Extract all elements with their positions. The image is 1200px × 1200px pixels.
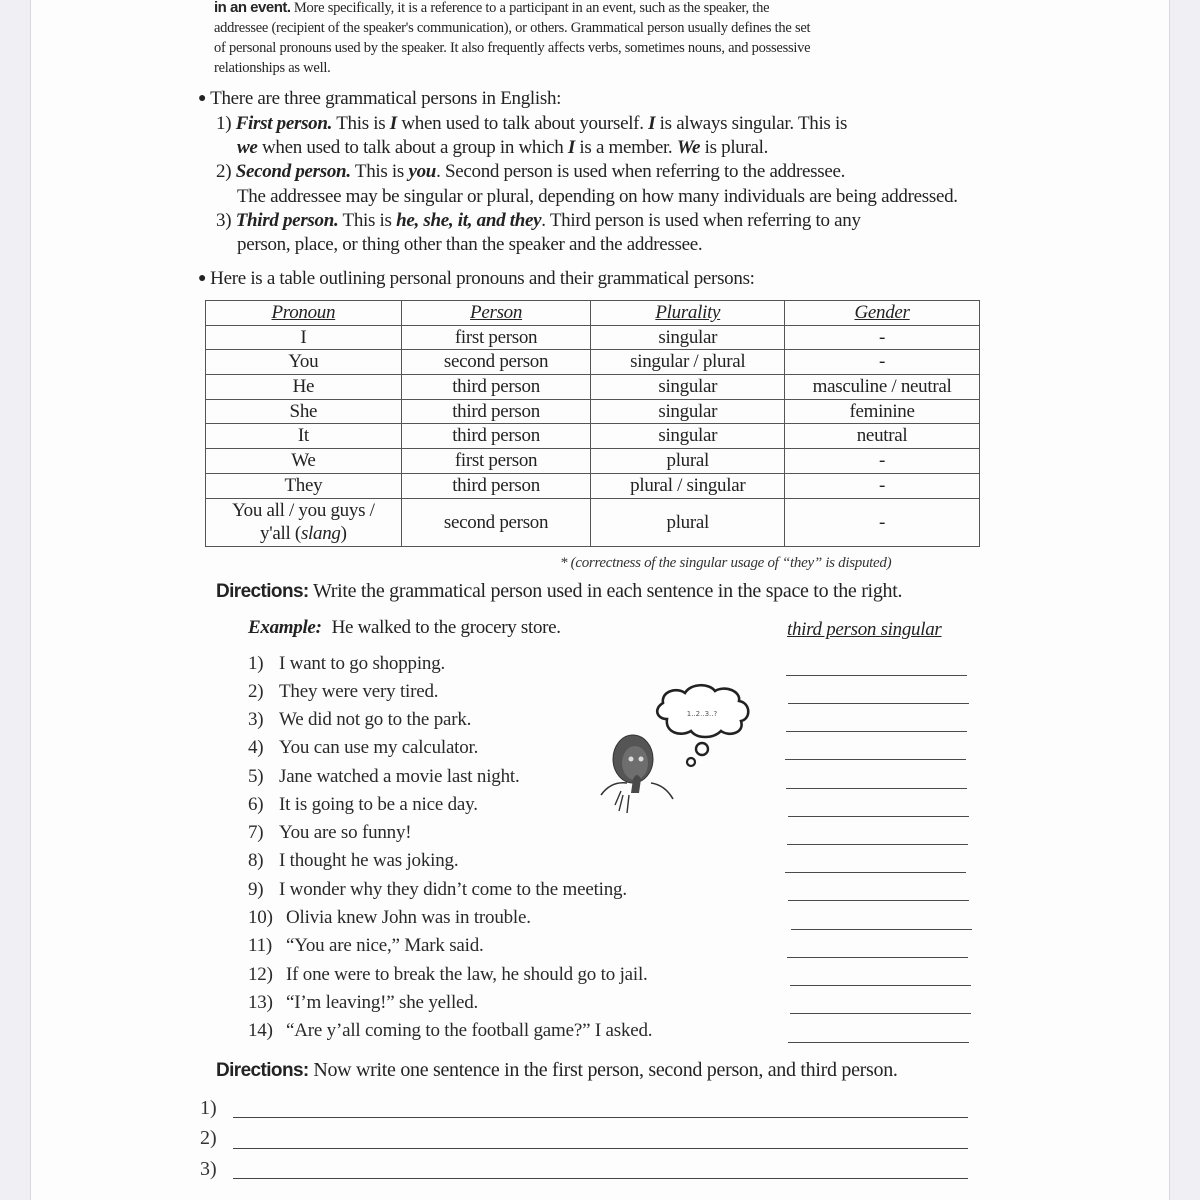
answer-blank[interactable] xyxy=(788,900,969,901)
first-person-item: 1) First person. This is I when used to talk about yourself. I is always singular. This is xyxy=(216,113,848,134)
write-sentence-line[interactable] xyxy=(233,1178,968,1179)
table-row xyxy=(206,350,980,375)
cell-person: third person xyxy=(401,375,591,400)
directions-1: Directions: Write the grammatical person used in each sentence in the space to the right. xyxy=(216,580,903,602)
table-row xyxy=(206,399,980,424)
third-person-item: 3) Third person. This is he, she, it, and they. Third person is used when referring to any xyxy=(216,210,861,231)
question-item: 5) Jane watched a movie last night. xyxy=(248,766,520,787)
answer-blank[interactable] xyxy=(786,731,967,732)
question-item: 14) “Are y’all coming to the football game?” I asked. xyxy=(248,1020,653,1041)
header-gender: Gender xyxy=(785,301,980,326)
cell-plurality: plural xyxy=(591,498,785,546)
cell-gender: - xyxy=(785,325,980,350)
bullet-icon: ● xyxy=(198,91,207,106)
table-footnote: * (correctness of the singular usage of “they” is disputed) xyxy=(560,555,892,571)
cell-plurality: singular / plural xyxy=(591,350,785,375)
cell-gender: neutral xyxy=(785,424,980,449)
question-item: 13) “I’m leaving!” she yelled. xyxy=(248,992,479,1013)
second-person-item-line2: The addressee may be singular or plural, depending on how many individuals are being addressed. xyxy=(237,186,958,207)
cell-plurality: plural / singular xyxy=(591,473,785,498)
cell-pronoun: You xyxy=(206,350,402,375)
cell-person: first person xyxy=(401,325,591,350)
question-item: 10) Olivia knew John was in trouble. xyxy=(248,907,531,928)
pronoun-table xyxy=(205,300,980,547)
intro-line: addressee (recipient of the speaker's communication), or others. Grammatical person usually defines the set xyxy=(214,20,811,36)
intro-line: of personal pronouns used by the speaker. It also frequently affects verbs, sometimes nouns, and possessive xyxy=(214,40,811,56)
answer-blank[interactable] xyxy=(787,844,968,845)
bullet-persons: ● There are three grammatical persons in English: xyxy=(198,88,562,109)
question-item: 6) It is going to be a nice day. xyxy=(248,794,478,815)
intro-line: in an event. More specifically, it is a reference to a participant in an event, such as the speaker, the xyxy=(214,0,770,16)
cell-plurality: plural xyxy=(591,449,785,474)
table-header-row xyxy=(206,301,980,326)
example-sentence: Example: He walked to the grocery store. xyxy=(248,617,561,638)
cell-pronoun: We xyxy=(206,449,402,474)
answer-blank[interactable] xyxy=(788,816,969,817)
cell-pronoun: She xyxy=(206,399,402,424)
table-row xyxy=(206,449,980,474)
write-sentence-num: 1) xyxy=(200,1097,217,1119)
bullet-icon: ● xyxy=(198,271,207,286)
header-person: Person xyxy=(401,301,591,326)
answer-blank[interactable] xyxy=(786,788,967,789)
cell-gender: feminine xyxy=(785,399,980,424)
answer-blank[interactable] xyxy=(785,872,966,873)
cell-gender: - xyxy=(785,473,980,498)
question-item: 11) “You are nice,” Mark said. xyxy=(248,935,484,956)
svg-text:1..2..3..?: 1..2..3..? xyxy=(686,710,718,718)
answer-blank[interactable] xyxy=(788,703,969,704)
cell-pronoun: He xyxy=(206,375,402,400)
cell-plurality: singular xyxy=(591,325,785,350)
second-person-item: 2) Second person. This is you. Second person is used when referring to the addressee. xyxy=(216,161,846,182)
answer-blank[interactable] xyxy=(787,957,968,958)
write-sentence-line[interactable] xyxy=(233,1148,968,1149)
header-pronoun: Pronoun xyxy=(206,301,402,326)
cell-person: second person xyxy=(401,350,591,375)
table-row xyxy=(206,473,980,498)
third-person-item-line2: person, place, or thing other than the speaker and the addressee. xyxy=(237,234,703,255)
cell-pronoun: You all / you guys / y'all (slang) xyxy=(206,498,402,546)
bullet-table-intro: ● Here is a table outlining personal pronouns and their grammatical persons: xyxy=(198,268,755,289)
question-item: 8) I thought he was joking. xyxy=(248,850,459,871)
write-sentence-num: 2) xyxy=(200,1127,217,1149)
cell-plurality: singular xyxy=(591,375,785,400)
question-item: 9) I wonder why they didn’t come to the meeting. xyxy=(248,879,627,900)
table-row xyxy=(206,375,980,400)
cell-pronoun: I xyxy=(206,325,402,350)
write-sentence-num: 3) xyxy=(200,1158,217,1180)
table-row xyxy=(206,498,980,546)
cell-pronoun: They xyxy=(206,473,402,498)
answer-blank[interactable] xyxy=(790,985,971,986)
cell-pronoun: It xyxy=(206,424,402,449)
answer-blank[interactable] xyxy=(791,929,972,930)
table-row xyxy=(206,424,980,449)
answer-blank[interactable] xyxy=(788,1042,969,1043)
write-sentence-line[interactable] xyxy=(233,1117,968,1118)
question-item: 12) If one were to break the law, he should go to jail. xyxy=(248,964,648,985)
cell-gender: - xyxy=(785,498,980,546)
intro-paragraph xyxy=(214,0,810,78)
cell-person: third person xyxy=(401,473,591,498)
directions-2: Directions: Now write one sentence in the first person, second person, and third person. xyxy=(216,1059,898,1081)
example-answer: third person singular xyxy=(787,619,942,640)
cell-person: second person xyxy=(401,498,591,546)
answer-blank[interactable] xyxy=(786,675,967,676)
intro-line: relationships as well. xyxy=(214,60,331,76)
answer-blank[interactable] xyxy=(785,759,966,760)
question-item: 2) They were very tired. xyxy=(248,681,439,702)
question-item: 1) I want to go shopping. xyxy=(248,653,446,674)
question-item: 4) You can use my calculator. xyxy=(248,737,479,758)
cell-gender: - xyxy=(785,350,980,375)
first-person-item-line2: we when used to talk about a group in which I is a member. We is plural. xyxy=(237,137,769,158)
cell-plurality: singular xyxy=(591,399,785,424)
question-item: 3) We did not go to the park. xyxy=(248,709,472,730)
cell-person: first person xyxy=(401,449,591,474)
cell-gender: masculine / neutral xyxy=(785,375,980,400)
cell-person: third person xyxy=(401,399,591,424)
question-item: 7) You are so funny! xyxy=(248,822,412,843)
cell-gender: - xyxy=(785,449,980,474)
table-row xyxy=(206,325,980,350)
thinking-person-icon xyxy=(595,683,765,823)
cell-person: third person xyxy=(401,424,591,449)
answer-blank[interactable] xyxy=(790,1013,971,1014)
header-plurality: Plurality xyxy=(591,301,785,326)
cell-plurality: singular xyxy=(591,424,785,449)
